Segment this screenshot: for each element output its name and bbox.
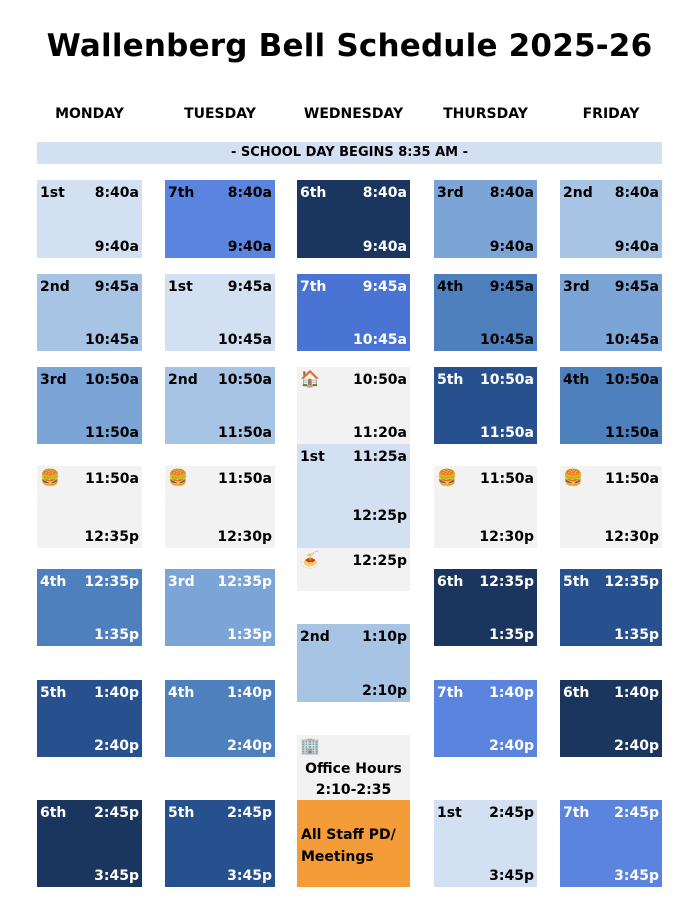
end-time: 9:40a <box>94 239 139 255</box>
period-label: 2nd <box>40 279 70 295</box>
start-time: 9:45a <box>94 279 139 295</box>
period-label: 7th <box>563 805 590 821</box>
page-title: Wallenberg Bell Schedule 2025-26 <box>46 28 653 64</box>
end-time: 2:40p <box>94 738 139 754</box>
start-time: 9:45a <box>227 279 272 295</box>
house-icon: 🏠 <box>300 369 320 388</box>
lunch-block <box>434 466 537 548</box>
end-time: 10:45a <box>352 332 407 348</box>
period-label: 5th <box>563 574 590 590</box>
start-time: 12:35p <box>217 574 272 590</box>
period-block <box>560 800 662 887</box>
period-block <box>297 274 410 351</box>
start-time: 1:40p <box>489 685 534 701</box>
start-time: 9:45a <box>614 279 659 295</box>
end-time: 3:45p <box>614 868 659 884</box>
period-label: 1st <box>168 279 193 295</box>
end-time: 12:30p <box>604 529 659 545</box>
end-time: 9:40a <box>362 239 407 255</box>
end-time: 2:40p <box>614 738 659 754</box>
staff-pd-block <box>297 800 410 887</box>
end-time: 10:45a <box>217 332 272 348</box>
start-time: 11:50a <box>604 471 659 487</box>
end-time: 11:20a <box>352 425 407 441</box>
start-time: 2:45p <box>94 805 139 821</box>
start-time: 9:45a <box>489 279 534 295</box>
period-label: 1st <box>437 805 462 821</box>
period-label: 7th <box>168 185 195 201</box>
period-block <box>560 274 662 351</box>
end-time: 12:35p <box>84 529 139 545</box>
end-time: 3:45p <box>94 868 139 884</box>
start-time: 12:25p <box>352 553 407 569</box>
end-time: 2:40p <box>489 738 534 754</box>
period-block <box>434 800 537 887</box>
start-time: 10:50a <box>604 372 659 388</box>
period-label: 2nd <box>563 185 593 201</box>
start-time: 8:40a <box>362 185 407 201</box>
period-block <box>434 274 537 351</box>
end-time: 1:35p <box>614 627 659 643</box>
period-label: 1st <box>300 449 325 465</box>
advisory-block <box>297 367 410 444</box>
period-block <box>297 624 410 702</box>
period-label: 7th <box>300 279 327 295</box>
spaghetti-icon: 🍝 <box>300 550 320 569</box>
office-hours-label: Office Hours <box>305 761 402 777</box>
hamburger-icon: 🍔 <box>563 468 583 487</box>
end-time: 12:30p <box>217 529 272 545</box>
period-label: 3rd <box>40 372 67 388</box>
end-time: 9:40a <box>227 239 272 255</box>
period-label: 3rd <box>168 574 195 590</box>
period-label: 4th <box>437 279 464 295</box>
start-time: 11:50a <box>479 471 534 487</box>
period-block <box>560 180 662 258</box>
period-label: 7th <box>437 685 464 701</box>
office-hours-block <box>297 735 410 800</box>
period-block <box>434 680 537 757</box>
period-block <box>37 274 142 351</box>
start-time: 8:40a <box>227 185 272 201</box>
period-label: 5th <box>40 685 67 701</box>
end-time: 3:45p <box>489 868 534 884</box>
day-header-wednesday: WEDNESDAY <box>303 106 404 122</box>
start-time: 12:35p <box>84 574 139 590</box>
day-header-monday: MONDAY <box>55 106 124 122</box>
period-block <box>434 569 537 646</box>
start-time: 8:40a <box>94 185 139 201</box>
period-block <box>560 680 662 757</box>
period-label: 3rd <box>437 185 464 201</box>
staff-pd-label-line2: Meetings <box>301 849 374 865</box>
end-time: 11:50a <box>84 425 139 441</box>
hamburger-icon: 🍔 <box>40 468 60 487</box>
end-time: 12:25p <box>352 508 407 524</box>
start-time: 10:50a <box>479 372 534 388</box>
start-time: 10:50a <box>217 372 272 388</box>
period-block <box>165 274 275 351</box>
period-block <box>165 800 275 887</box>
lunch-block <box>37 466 142 548</box>
end-time: 1:35p <box>94 627 139 643</box>
period-label: 5th <box>437 372 464 388</box>
period-block <box>434 180 537 258</box>
end-time: 10:45a <box>604 332 659 348</box>
end-time: 1:35p <box>227 627 272 643</box>
period-block <box>37 800 142 887</box>
end-time: 11:50a <box>604 425 659 441</box>
period-block <box>434 367 537 444</box>
period-block <box>297 180 410 258</box>
end-time: 11:50a <box>217 425 272 441</box>
period-label: 3rd <box>563 279 590 295</box>
staff-pd-label-line1: All Staff PD/ <box>301 827 396 843</box>
start-time: 9:45a <box>362 279 407 295</box>
hamburger-icon: 🍔 <box>437 468 457 487</box>
end-time: 2:40p <box>227 738 272 754</box>
period-block <box>560 367 662 444</box>
start-time: 10:50a <box>352 372 407 388</box>
start-time: 12:35p <box>604 574 659 590</box>
start-time: 8:40a <box>489 185 534 201</box>
start-time: 2:45p <box>614 805 659 821</box>
period-block <box>165 569 275 646</box>
school-start-banner: - SCHOOL DAY BEGINS 8:35 AM - <box>37 142 662 164</box>
start-time: 8:40a <box>614 185 659 201</box>
period-label: 4th <box>40 574 67 590</box>
start-time: 2:45p <box>489 805 534 821</box>
day-header-thursday: THURSDAY <box>443 106 528 122</box>
end-time: 3:45p <box>227 868 272 884</box>
period-label: 6th <box>40 805 67 821</box>
end-time: 9:40a <box>614 239 659 255</box>
period-label: 4th <box>563 372 590 388</box>
end-time: 11:50a <box>479 425 534 441</box>
period-label: 2nd <box>300 629 330 645</box>
period-block <box>37 367 142 444</box>
period-block <box>165 680 275 757</box>
start-time: 1:10p <box>362 629 407 645</box>
start-time: 1:40p <box>94 685 139 701</box>
end-time: 10:45a <box>479 332 534 348</box>
period-label: 6th <box>300 185 327 201</box>
period-block <box>297 444 410 548</box>
office-building-icon: 🏢 <box>300 736 320 755</box>
start-time: 11:25a <box>352 449 407 465</box>
period-label: 5th <box>168 805 195 821</box>
period-label: 6th <box>437 574 464 590</box>
day-header-friday: FRIDAY <box>582 106 640 122</box>
lunch-block <box>165 466 275 548</box>
end-time: 9:40a <box>489 239 534 255</box>
period-block <box>165 367 275 444</box>
period-label: 1st <box>40 185 65 201</box>
end-time: 2:10p <box>362 683 407 699</box>
lunch-block <box>297 548 410 591</box>
period-block <box>37 680 142 757</box>
office-hours-time: 2:10-2:35 <box>315 782 392 798</box>
end-time: 10:45a <box>84 332 139 348</box>
end-time: 1:35p <box>489 627 534 643</box>
start-time: 2:45p <box>227 805 272 821</box>
start-time: 10:50a <box>84 372 139 388</box>
period-label: 4th <box>168 685 195 701</box>
start-time: 1:40p <box>614 685 659 701</box>
end-time: 12:30p <box>479 529 534 545</box>
period-block <box>37 180 142 258</box>
period-block <box>560 569 662 646</box>
start-time: 11:50a <box>84 471 139 487</box>
period-block <box>165 180 275 258</box>
hamburger-icon: 🍔 <box>168 468 188 487</box>
start-time: 1:40p <box>227 685 272 701</box>
lunch-block <box>560 466 662 548</box>
period-label: 2nd <box>168 372 198 388</box>
start-time: 12:35p <box>479 574 534 590</box>
start-time: 11:50a <box>217 471 272 487</box>
period-label: 6th <box>563 685 590 701</box>
day-header-tuesday: TUESDAY <box>184 106 256 122</box>
period-block <box>37 569 142 646</box>
